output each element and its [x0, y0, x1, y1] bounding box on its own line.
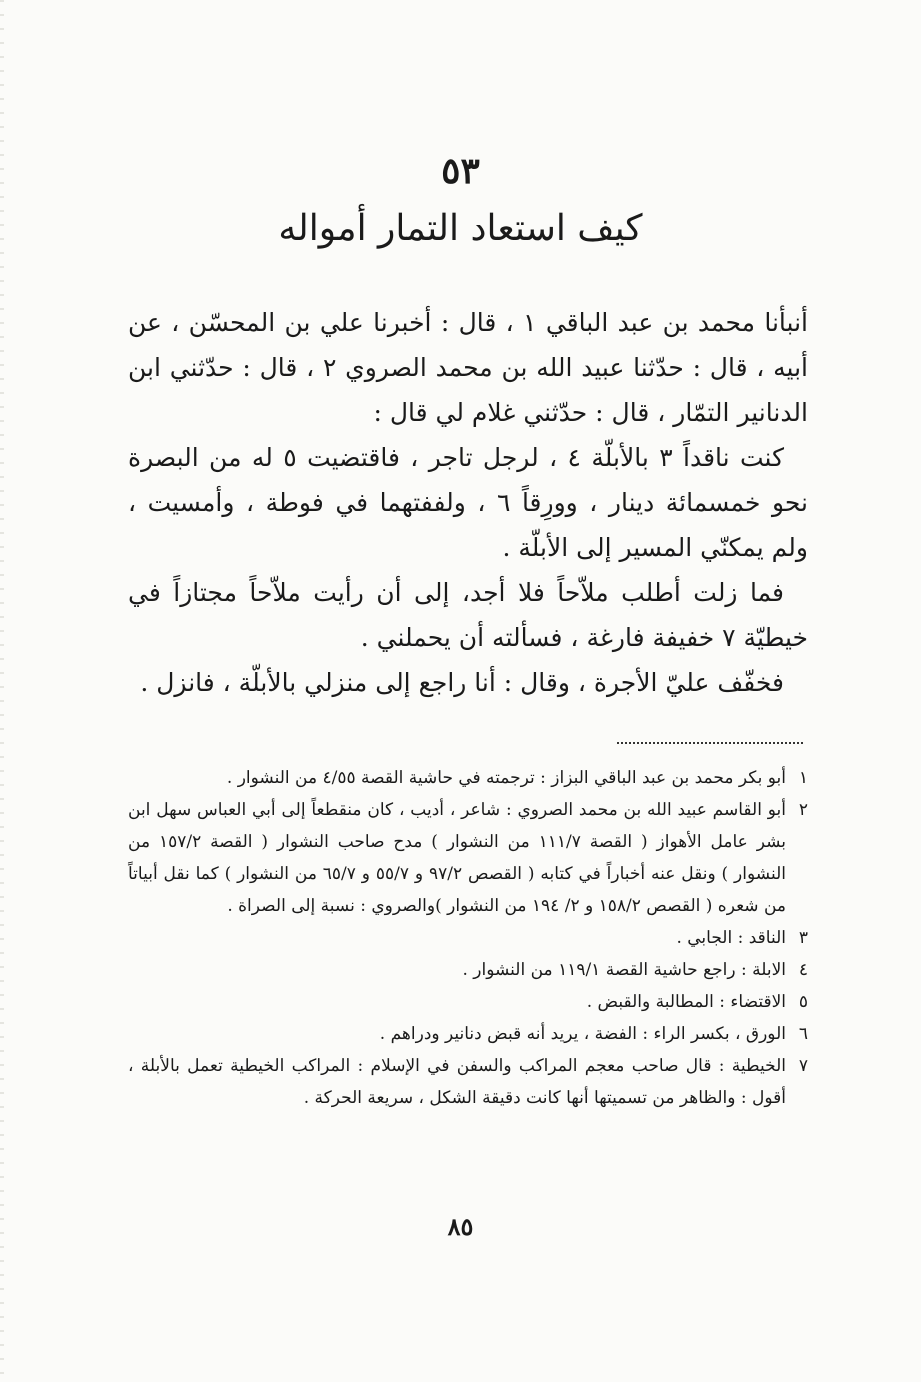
- footnote: [128, 1018, 808, 1050]
- footnote: [128, 986, 808, 1018]
- footnote-text: الابلة : راجع حاشية القصة ١١٩/١ من النشوار .: [462, 960, 786, 980]
- footnote: [128, 922, 808, 954]
- footnote-text: أبو القاسم عبيد الله بن محمد الصروي : شاعر ، أديب ، كان منقطعاً إلى أبي العباس سهل ابن بشر عامل الأهواز ( القصة ١١١/٧ من النشوار ) مدح صاحب النشوار ( القصة ١٥٧/٢ من النشوار ) ونقل عنه أخباراً في كتابه ( القصص ٩٧/٢ و ٥٥/٧ و ٦٥/٧ من النشوار ) كما نقل أبياتاً من شعره ( القصص ١٥٨/٢ و ٢/ ١٩٤ من النشوار )والصروي : نسبة إلى الصراة .: [128, 800, 787, 916]
- footnote: [128, 954, 808, 986]
- page-number: ٨٥: [447, 1212, 474, 1241]
- footnotes: [128, 762, 808, 1114]
- footnote-divider: [617, 742, 803, 744]
- body-paragraph: فما زلت أطلب ملاّحاً فلا أجد، إلى أن رأيت ملاّحاً مجتازاً في خيطيّة ٧ خفيفة فارغة ، فسألته أن يحملني .: [128, 578, 808, 652]
- footnote: [128, 762, 808, 794]
- footnote-text: الخيطية : قال صاحب معجم المراكب والسفن في الإسلام : المراكب الخيطية تعمل بالأبلة ، أقول : والظاهر من تسميتها أنها كانت دقيقة الشكل ، سريعة الحركة .: [128, 1056, 786, 1108]
- body-paragraph: كنت ناقداً ٣ بالأبلّة ٤ ، لرجل تاجر ، فاقتضيت ٥ له من البصرة نحو خمسمائة دينار ، وورِقاً ٦ ، ولففتهما في فوطة ، وأمسيت ، ولم يمكنّي المسير إلى الأبلّة .: [128, 443, 808, 562]
- story-body: [128, 300, 808, 705]
- footnote-number: ٣: [798, 928, 808, 948]
- body-paragraph: فخفّف عليّ الأجرة ، وقال : أنا راجع إلى منزلي بالأبلّة ، فانزل .: [140, 668, 784, 697]
- footnote-number: ٢: [798, 800, 808, 820]
- story-number: ٥٣: [441, 150, 480, 192]
- story-title: كيف استعاد التمار أمواله: [278, 208, 643, 249]
- footnote-number: ٧: [798, 1056, 808, 1076]
- footnote-text: الناقد : الجابي .: [676, 928, 786, 948]
- footnote-text: الورق ، بكسر الراء : الفضة ، يريد أنه قبض دنانير ودراهم .: [379, 1024, 786, 1044]
- footnote-number: ٥: [798, 992, 808, 1012]
- footnote: [128, 1050, 808, 1114]
- footnote: [128, 794, 808, 922]
- footnote-number: ٦: [798, 1024, 808, 1044]
- footnote-number: ١: [798, 768, 808, 788]
- footnote-text: أبو بكر محمد بن عبد الباقي البزاز : ترجمته في حاشية القصة ٤/٥٥ من النشوار .: [226, 768, 786, 788]
- footnote-text: الاقتضاء : المطالبة والقبض .: [586, 992, 786, 1012]
- body-paragraph-isnad: أنبأنا محمد بن عبد الباقي ١ ، قال : أخبرنا علي بن المحسّن ، عن أبيه ، قال : حدّثنا عبيد الله بن محمد الصروي ٢ ، قال : حدّثني ابن الدنانير التمّار ، قال : حدّثني غلام لي قال :: [128, 308, 808, 427]
- footnote-number: ٤: [798, 960, 808, 980]
